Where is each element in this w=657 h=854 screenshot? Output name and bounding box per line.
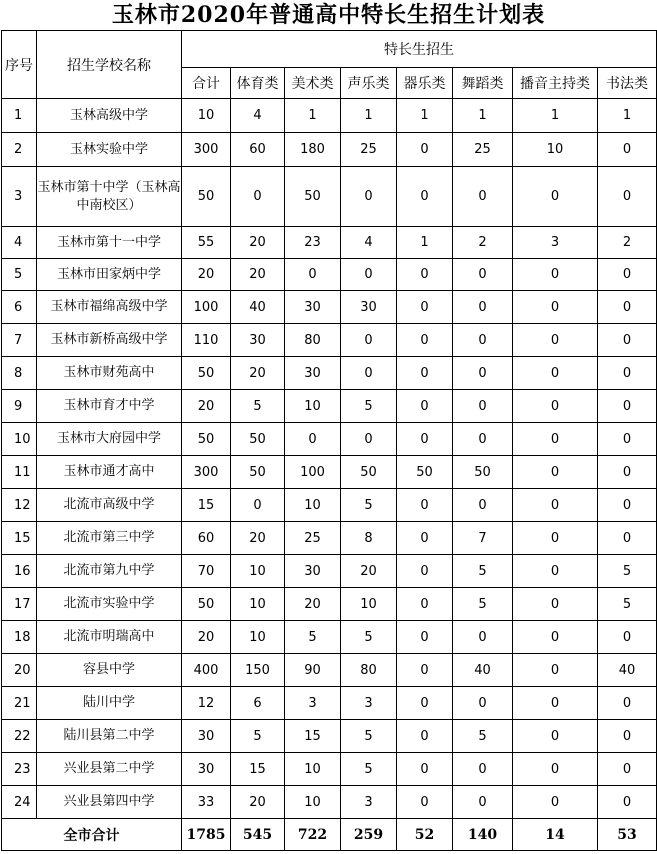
row-value-cell: 20 xyxy=(285,588,341,621)
header-col-broadcast: 播音主持类 xyxy=(513,68,598,99)
row-school-name: 北流市高级中学 xyxy=(37,489,182,522)
header-col-instrument: 器乐类 xyxy=(397,68,453,99)
row-seq: 12 xyxy=(2,489,37,522)
row-value-cell: 55 xyxy=(182,227,231,259)
table-row xyxy=(2,390,657,423)
row-value-cell: 40 xyxy=(598,654,657,687)
row-value-cell: 0 xyxy=(513,324,598,357)
row-value-cell: 0 xyxy=(598,621,657,654)
row-value-cell: 10 xyxy=(285,390,341,423)
row-value-cell: 0 xyxy=(341,423,397,456)
row-value-cell: 0 xyxy=(397,423,453,456)
row-value-cell: 20 xyxy=(341,555,397,588)
row-value-cell: 12 xyxy=(182,687,231,720)
row-seq: 8 xyxy=(2,357,37,390)
table-row xyxy=(2,522,657,555)
row-value-cell: 5 xyxy=(453,555,513,588)
table-row xyxy=(2,324,657,357)
row-school-name: 陆川中学 xyxy=(37,687,182,720)
row-value-cell: 100 xyxy=(285,456,341,489)
row-school-name: 玉林市第十一中学 xyxy=(37,227,182,259)
row-value-cell: 0 xyxy=(453,167,513,227)
row-value-cell: 20 xyxy=(182,259,231,291)
row-value-cell: 10 xyxy=(182,99,231,133)
header-col-art: 美术类 xyxy=(285,68,341,99)
row-value-cell: 100 xyxy=(182,291,231,324)
row-school-name: 玉林高级中学 xyxy=(37,99,182,133)
row-value-cell: 5 xyxy=(453,720,513,753)
row-seq: 17 xyxy=(2,588,37,621)
row-value-cell: 180 xyxy=(285,133,341,167)
row-value-cell: 40 xyxy=(231,291,285,324)
row-value-cell: 20 xyxy=(231,259,285,291)
row-value-cell: 0 xyxy=(513,423,598,456)
row-value-cell: 10 xyxy=(341,588,397,621)
row-value-cell: 15 xyxy=(231,753,285,786)
row-value-cell: 0 xyxy=(598,423,657,456)
row-value-cell: 50 xyxy=(285,167,341,227)
row-value-cell: 15 xyxy=(285,720,341,753)
row-value-cell: 0 xyxy=(513,786,598,819)
row-value-cell: 1 xyxy=(453,99,513,133)
row-value-cell: 4 xyxy=(231,99,285,133)
row-school-name: 兴业县第四中学 xyxy=(37,786,182,819)
row-value-cell: 0 xyxy=(341,357,397,390)
row-value-cell: 3 xyxy=(341,687,397,720)
table-row xyxy=(2,621,657,654)
total-value-cell: 722 xyxy=(285,819,341,851)
table-row xyxy=(2,555,657,588)
table-row xyxy=(2,167,657,227)
row-value-cell: 80 xyxy=(285,324,341,357)
row-school-name: 北流市第九中学 xyxy=(37,555,182,588)
row-seq: 3 xyxy=(2,167,37,227)
row-value-cell: 0 xyxy=(397,522,453,555)
table-row xyxy=(2,227,657,259)
row-school-name: 玉林市田家炳中学 xyxy=(37,259,182,291)
row-value-cell: 0 xyxy=(513,555,598,588)
row-value-cell: 0 xyxy=(397,167,453,227)
row-school-name: 容县中学 xyxy=(37,654,182,687)
row-value-cell: 0 xyxy=(598,291,657,324)
row-value-cell: 5 xyxy=(598,588,657,621)
row-value-cell: 0 xyxy=(397,654,453,687)
row-value-cell: 30 xyxy=(285,291,341,324)
row-value-cell: 0 xyxy=(341,259,397,291)
row-value-cell: 5 xyxy=(341,621,397,654)
row-school-name: 北流市明瑞高中 xyxy=(37,621,182,654)
row-seq: 9 xyxy=(2,390,37,423)
row-value-cell: 30 xyxy=(182,720,231,753)
page-title: 玉林市2020年普通高中特长生招生计划表 xyxy=(111,2,546,28)
row-value-cell: 0 xyxy=(397,291,453,324)
row-value-cell: 1 xyxy=(598,99,657,133)
row-value-cell: 50 xyxy=(453,456,513,489)
header-col-total: 合计 xyxy=(182,68,231,99)
row-seq: 11 xyxy=(2,456,37,489)
row-seq: 4 xyxy=(2,227,37,259)
row-value-cell: 0 xyxy=(453,259,513,291)
row-value-cell: 0 xyxy=(598,133,657,167)
row-value-cell: 0 xyxy=(513,621,598,654)
row-value-cell: 0 xyxy=(397,621,453,654)
row-value-cell: 0 xyxy=(453,423,513,456)
table-row xyxy=(2,133,657,167)
row-value-cell: 0 xyxy=(453,357,513,390)
row-value-cell: 80 xyxy=(341,654,397,687)
row-value-cell: 0 xyxy=(397,720,453,753)
row-value-cell: 0 xyxy=(513,390,598,423)
header-col-sports: 体育类 xyxy=(231,68,285,99)
row-value-cell: 110 xyxy=(182,324,231,357)
row-value-cell: 0 xyxy=(513,291,598,324)
row-value-cell: 30 xyxy=(285,555,341,588)
row-value-cell: 23 xyxy=(285,227,341,259)
row-seq: 15 xyxy=(2,522,37,555)
row-value-cell: 0 xyxy=(513,687,598,720)
row-value-cell: 20 xyxy=(182,390,231,423)
row-value-cell: 0 xyxy=(397,687,453,720)
row-value-cell: 10 xyxy=(285,786,341,819)
header-col-calligraphy: 书法类 xyxy=(598,68,657,99)
row-value-cell: 20 xyxy=(182,621,231,654)
row-value-cell: 50 xyxy=(182,167,231,227)
row-value-cell: 0 xyxy=(397,489,453,522)
table-row xyxy=(2,291,657,324)
row-value-cell: 4 xyxy=(341,227,397,259)
row-value-cell: 5 xyxy=(231,720,285,753)
total-label: 全市合计 xyxy=(2,819,182,851)
row-value-cell: 0 xyxy=(453,621,513,654)
row-value-cell: 0 xyxy=(453,324,513,357)
row-value-cell: 10 xyxy=(231,621,285,654)
table-row xyxy=(2,357,657,390)
row-value-cell: 0 xyxy=(513,588,598,621)
row-value-cell: 5 xyxy=(598,555,657,588)
row-value-cell: 0 xyxy=(285,423,341,456)
row-value-cell: 1 xyxy=(397,99,453,133)
row-value-cell: 0 xyxy=(397,133,453,167)
row-value-cell: 0 xyxy=(598,786,657,819)
row-value-cell: 0 xyxy=(513,167,598,227)
row-value-cell: 0 xyxy=(453,489,513,522)
row-school-name: 北流市第三中学 xyxy=(37,522,182,555)
row-value-cell: 50 xyxy=(341,456,397,489)
row-seq: 22 xyxy=(2,720,37,753)
row-school-name: 兴业县第二中学 xyxy=(37,753,182,786)
header-col-vocal: 声乐类 xyxy=(341,68,397,99)
row-value-cell: 10 xyxy=(231,588,285,621)
row-value-cell: 50 xyxy=(397,456,453,489)
row-value-cell: 8 xyxy=(341,522,397,555)
row-value-cell: 0 xyxy=(397,588,453,621)
row-value-cell: 30 xyxy=(231,324,285,357)
row-value-cell: 0 xyxy=(231,167,285,227)
row-school-name: 玉林实验中学 xyxy=(37,133,182,167)
header-group: 特长生招生 xyxy=(182,31,657,68)
row-value-cell: 0 xyxy=(513,522,598,555)
row-value-cell: 0 xyxy=(598,522,657,555)
row-value-cell: 50 xyxy=(182,588,231,621)
row-value-cell: 0 xyxy=(397,786,453,819)
row-seq: 10 xyxy=(2,423,37,456)
row-value-cell: 50 xyxy=(182,357,231,390)
total-row xyxy=(2,819,657,851)
row-value-cell: 5 xyxy=(453,588,513,621)
row-value-cell: 30 xyxy=(285,357,341,390)
row-value-cell: 0 xyxy=(513,753,598,786)
row-value-cell: 0 xyxy=(397,753,453,786)
row-value-cell: 1 xyxy=(341,99,397,133)
row-school-name: 玉林市第十中学（玉林高中南校区） xyxy=(37,167,182,227)
row-value-cell: 0 xyxy=(513,357,598,390)
row-value-cell: 2 xyxy=(453,227,513,259)
table-row xyxy=(2,423,657,456)
row-seq: 20 xyxy=(2,654,37,687)
row-value-cell: 0 xyxy=(397,390,453,423)
row-value-cell: 6 xyxy=(231,687,285,720)
row-seq: 7 xyxy=(2,324,37,357)
row-value-cell: 0 xyxy=(598,720,657,753)
row-value-cell: 7 xyxy=(453,522,513,555)
row-value-cell: 0 xyxy=(397,555,453,588)
row-value-cell: 300 xyxy=(182,133,231,167)
row-value-cell: 10 xyxy=(285,489,341,522)
enrollment-table xyxy=(1,30,657,851)
row-seq: 2 xyxy=(2,133,37,167)
row-seq: 23 xyxy=(2,753,37,786)
row-seq: 18 xyxy=(2,621,37,654)
row-value-cell: 0 xyxy=(513,259,598,291)
row-school-name: 玉林市福绵高级中学 xyxy=(37,291,182,324)
row-seq: 5 xyxy=(2,259,37,291)
row-value-cell: 20 xyxy=(231,227,285,259)
row-value-cell: 0 xyxy=(598,390,657,423)
row-value-cell: 25 xyxy=(285,522,341,555)
row-value-cell: 20 xyxy=(231,357,285,390)
row-school-name: 陆川县第二中学 xyxy=(37,720,182,753)
row-value-cell: 0 xyxy=(453,786,513,819)
row-value-cell: 0 xyxy=(231,489,285,522)
row-value-cell: 30 xyxy=(182,753,231,786)
row-school-name: 玉林市财苑高中 xyxy=(37,357,182,390)
table-row xyxy=(2,588,657,621)
row-value-cell: 0 xyxy=(598,324,657,357)
total-value-cell: 259 xyxy=(341,819,397,851)
row-value-cell: 15 xyxy=(182,489,231,522)
row-value-cell: 0 xyxy=(513,654,598,687)
row-value-cell: 0 xyxy=(598,456,657,489)
table-row xyxy=(2,259,657,291)
row-value-cell: 0 xyxy=(598,753,657,786)
row-value-cell: 1 xyxy=(513,99,598,133)
row-value-cell: 60 xyxy=(231,133,285,167)
table-row xyxy=(2,489,657,522)
total-value-cell: 545 xyxy=(231,819,285,851)
total-value-cell: 14 xyxy=(513,819,598,851)
row-value-cell: 40 xyxy=(453,654,513,687)
row-value-cell: 0 xyxy=(513,489,598,522)
row-school-name: 玉林市通才高中 xyxy=(37,456,182,489)
row-value-cell: 3 xyxy=(513,227,598,259)
row-seq: 6 xyxy=(2,291,37,324)
row-seq: 16 xyxy=(2,555,37,588)
row-value-cell: 0 xyxy=(397,357,453,390)
row-value-cell: 1 xyxy=(397,227,453,259)
total-value-cell: 53 xyxy=(598,819,657,851)
row-value-cell: 5 xyxy=(341,720,397,753)
total-value-cell: 1785 xyxy=(182,819,231,851)
row-value-cell: 0 xyxy=(453,390,513,423)
row-value-cell: 0 xyxy=(513,456,598,489)
row-value-cell: 0 xyxy=(453,291,513,324)
row-value-cell: 20 xyxy=(231,786,285,819)
row-value-cell: 50 xyxy=(231,456,285,489)
row-value-cell: 50 xyxy=(231,423,285,456)
header-school: 招生学校名称 xyxy=(37,31,182,99)
row-value-cell: 3 xyxy=(341,786,397,819)
row-value-cell: 5 xyxy=(341,753,397,786)
row-value-cell: 5 xyxy=(231,390,285,423)
table-row xyxy=(2,720,657,753)
row-value-cell: 0 xyxy=(341,324,397,357)
row-value-cell: 0 xyxy=(598,489,657,522)
row-value-cell: 300 xyxy=(182,456,231,489)
row-value-cell: 0 xyxy=(598,357,657,390)
row-school-name: 玉林市新桥高级中学 xyxy=(37,324,182,357)
row-value-cell: 10 xyxy=(285,753,341,786)
row-value-cell: 30 xyxy=(341,291,397,324)
row-value-cell: 5 xyxy=(341,489,397,522)
row-value-cell: 0 xyxy=(453,753,513,786)
total-value-cell: 140 xyxy=(453,819,513,851)
row-seq: 1 xyxy=(2,99,37,133)
row-value-cell: 2 xyxy=(598,227,657,259)
row-value-cell: 1 xyxy=(285,99,341,133)
table-row xyxy=(2,786,657,819)
row-value-cell: 10 xyxy=(231,555,285,588)
row-seq: 21 xyxy=(2,687,37,720)
row-value-cell: 150 xyxy=(231,654,285,687)
row-school-name: 玉林市育才中学 xyxy=(37,390,182,423)
header-col-dance: 舞蹈类 xyxy=(453,68,513,99)
row-value-cell: 0 xyxy=(341,167,397,227)
row-seq: 24 xyxy=(2,786,37,819)
row-value-cell: 0 xyxy=(598,167,657,227)
row-value-cell: 400 xyxy=(182,654,231,687)
row-school-name: 北流市实验中学 xyxy=(37,588,182,621)
table-row xyxy=(2,456,657,489)
row-value-cell: 0 xyxy=(397,259,453,291)
row-value-cell: 90 xyxy=(285,654,341,687)
row-value-cell: 3 xyxy=(285,687,341,720)
row-school-name: 玉林市大府园中学 xyxy=(37,423,182,456)
row-value-cell: 5 xyxy=(285,621,341,654)
total-value-cell: 52 xyxy=(397,819,453,851)
table-row xyxy=(2,99,657,133)
header-seq: 序号 xyxy=(2,31,37,99)
row-value-cell: 25 xyxy=(453,133,513,167)
header-row-group xyxy=(2,31,657,68)
table-row xyxy=(2,687,657,720)
row-value-cell: 70 xyxy=(182,555,231,588)
row-value-cell: 60 xyxy=(182,522,231,555)
row-value-cell: 0 xyxy=(397,324,453,357)
row-value-cell: 0 xyxy=(285,259,341,291)
table-row xyxy=(2,654,657,687)
row-value-cell: 0 xyxy=(598,687,657,720)
row-value-cell: 0 xyxy=(453,687,513,720)
row-value-cell: 0 xyxy=(598,259,657,291)
row-value-cell: 10 xyxy=(513,133,598,167)
row-value-cell: 20 xyxy=(231,522,285,555)
row-value-cell: 25 xyxy=(341,133,397,167)
row-value-cell: 5 xyxy=(341,390,397,423)
row-value-cell: 50 xyxy=(182,423,231,456)
row-value-cell: 0 xyxy=(513,720,598,753)
row-value-cell: 33 xyxy=(182,786,231,819)
table-row xyxy=(2,753,657,786)
